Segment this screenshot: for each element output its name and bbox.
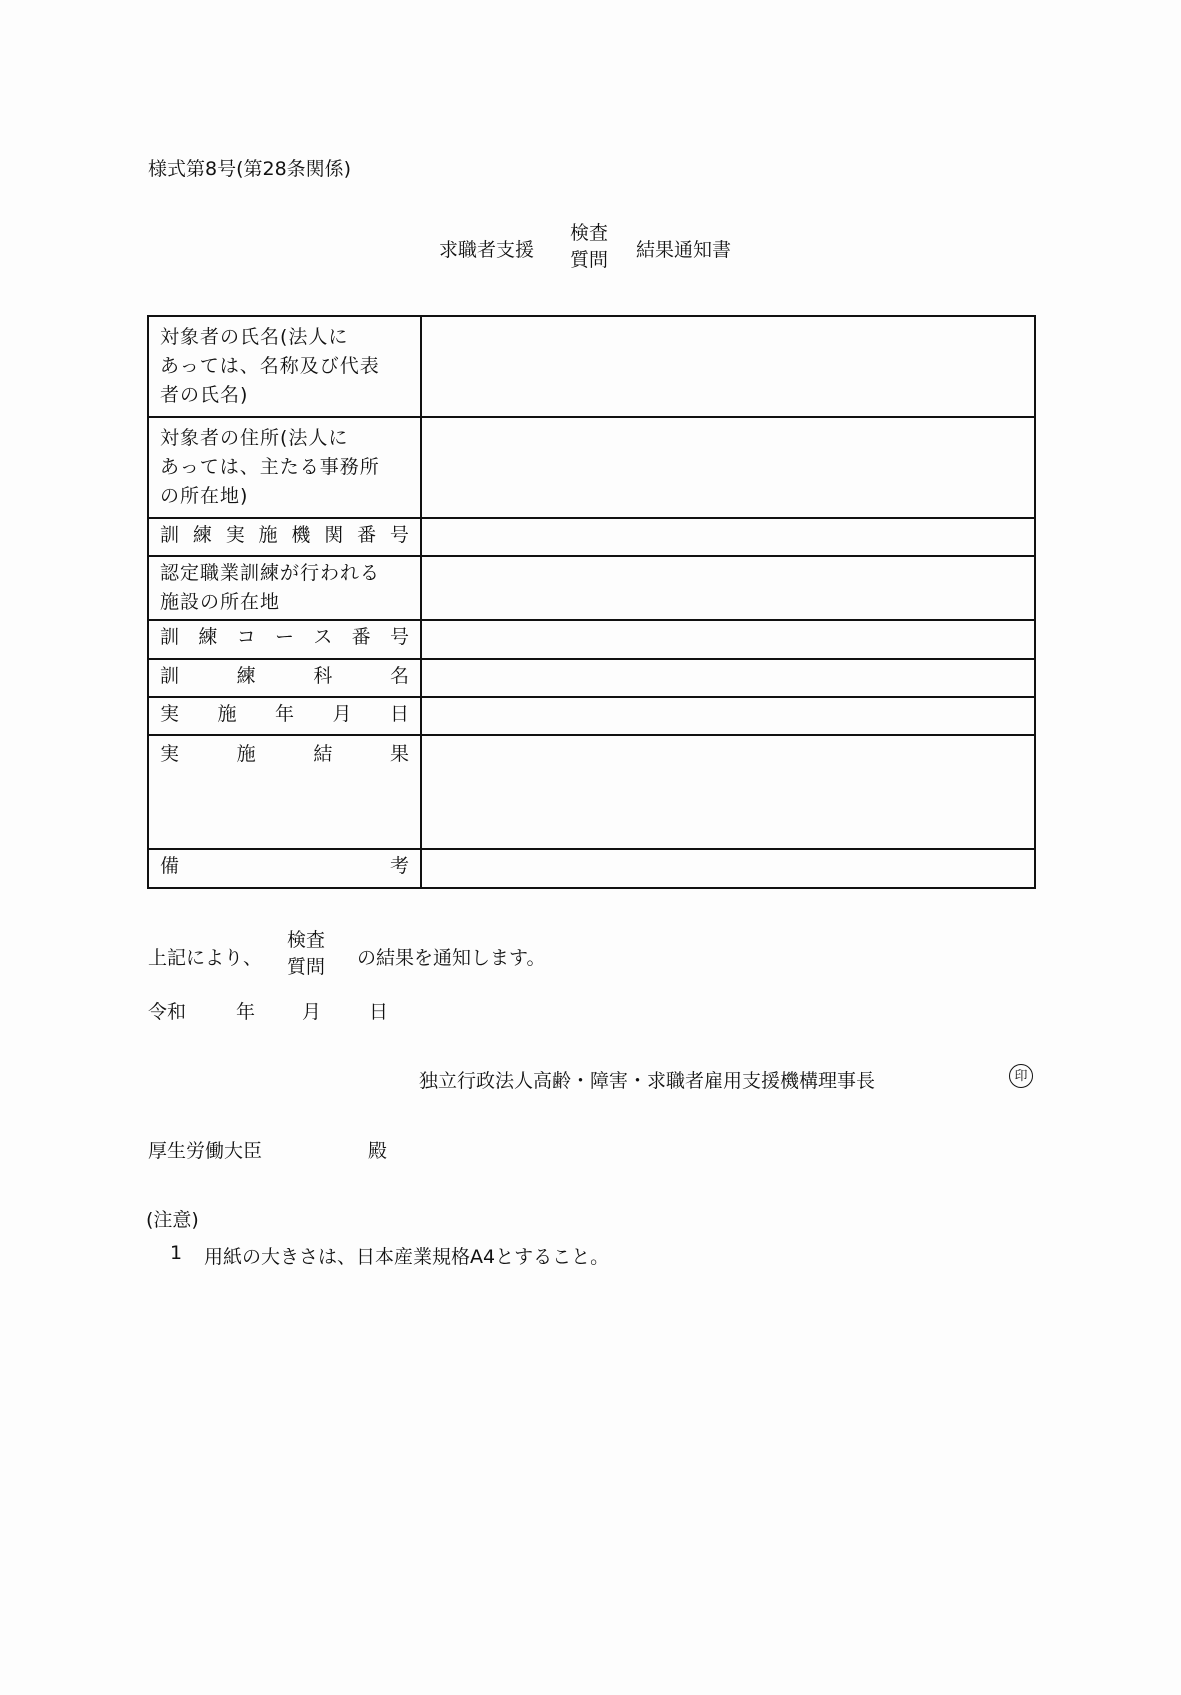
notice-option-question: 質問 <box>287 956 326 978</box>
label-char: 号 <box>389 626 410 648</box>
label-remarks <box>148 849 421 888</box>
table-row <box>148 417 1035 518</box>
label-line: 者の氏名) <box>160 384 249 406</box>
value-course-number[interactable] <box>421 620 1035 659</box>
value-course-name[interactable] <box>421 659 1035 697</box>
value-implementation-date[interactable] <box>421 697 1035 735</box>
label-line: 対象者の住所(法人に <box>160 427 349 449</box>
label-char: 練 <box>236 665 257 687</box>
label-facility-location <box>148 556 421 620</box>
label-subject-address <box>148 417 421 518</box>
label-char: 科 <box>313 665 334 687</box>
label-char: 施 <box>217 703 238 725</box>
table-row <box>148 697 1035 735</box>
label-char: 練 <box>198 626 219 648</box>
label-char: コ <box>236 626 257 648</box>
label-implementation-result <box>148 735 421 849</box>
label-char: 施 <box>258 524 279 546</box>
notes-heading: (注意) <box>146 1209 199 1231</box>
notice-option-inspection: 検査 <box>287 929 326 951</box>
label-line: の所在地) <box>160 485 249 507</box>
label-char: 訓 <box>160 665 181 687</box>
form-number: 様式第8号(第28条関係) <box>148 158 352 180</box>
date-month: 月 <box>302 1001 322 1023</box>
label-line: あっては、名称及び代表 <box>160 355 380 377</box>
label-training-institution-number <box>148 518 421 556</box>
addressee-name: 厚生労働大臣 <box>148 1140 263 1162</box>
label-char: 月 <box>332 703 353 725</box>
label-char: 名 <box>389 665 410 687</box>
date-era: 令和 <box>148 1001 187 1023</box>
value-subject-name[interactable] <box>421 316 1035 417</box>
date-day: 日 <box>369 1001 389 1023</box>
value-subject-address[interactable] <box>421 417 1035 518</box>
seal-icon: 印 <box>1009 1064 1033 1088</box>
label-line: 認定職業訓練が行われる <box>160 562 381 584</box>
table-row <box>148 849 1035 888</box>
label-char: 考 <box>389 855 410 877</box>
label-char: 施 <box>236 743 257 765</box>
label-char: 番 <box>351 626 372 648</box>
value-implementation-result[interactable] <box>421 735 1035 849</box>
label-char: 実 <box>160 743 181 765</box>
notice-suffix: の結果を通知します。 <box>357 947 546 969</box>
title-option-question: 質問 <box>570 249 609 271</box>
note-text: 用紙の大きさは、日本産業規格A4とすること。 <box>204 1246 610 1268</box>
label-char: ス <box>313 626 334 648</box>
table-row <box>148 620 1035 659</box>
label-char: 実 <box>225 524 246 546</box>
value-training-institution-number[interactable] <box>421 518 1035 556</box>
table-row <box>148 556 1035 620</box>
title-prefix: 求職者支援 <box>439 239 535 261</box>
value-remarks[interactable] <box>421 849 1035 888</box>
table-row <box>148 518 1035 556</box>
label-course-name <box>148 659 421 697</box>
value-facility-location[interactable] <box>421 556 1035 620</box>
label-char: 果 <box>389 743 410 765</box>
table-row <box>148 735 1035 849</box>
label-char: 号 <box>389 524 410 546</box>
label-char: 関 <box>324 524 345 546</box>
addressee-honorific: 殿 <box>368 1140 388 1162</box>
label-line: あっては、主たる事務所 <box>160 456 380 478</box>
form-table <box>147 315 1036 889</box>
label-char: 訓 <box>160 524 181 546</box>
label-char: 訓 <box>160 626 181 648</box>
label-char: 機 <box>291 524 312 546</box>
label-subject-name <box>148 316 421 417</box>
table-row <box>148 659 1035 697</box>
label-char: 番 <box>357 524 378 546</box>
label-char: 備 <box>160 855 181 877</box>
notice-options <box>287 927 325 981</box>
table-row <box>148 316 1035 417</box>
label-line: 施設の所在地 <box>160 591 281 613</box>
label-line: 対象者の氏名(法人に <box>160 326 349 348</box>
label-char: 実 <box>160 703 181 725</box>
label-course-number <box>148 620 421 659</box>
label-char: 練 <box>192 524 213 546</box>
label-char: 結 <box>313 743 334 765</box>
notice-prefix: 上記により、 <box>148 947 263 969</box>
title-option-inspection: 検査 <box>570 222 609 244</box>
issuer-name: 独立行政法人高齢・障害・求職者雇用支援機構理事長 <box>419 1070 876 1092</box>
note-number: 1 <box>170 1242 183 1264</box>
date-year: 年 <box>236 1001 256 1023</box>
label-char: 日 <box>389 703 410 725</box>
label-char: ー <box>274 626 295 648</box>
label-implementation-date <box>148 697 421 735</box>
title-options <box>570 220 608 274</box>
label-char: 年 <box>274 703 295 725</box>
title-suffix: 結果通知書 <box>636 239 732 261</box>
